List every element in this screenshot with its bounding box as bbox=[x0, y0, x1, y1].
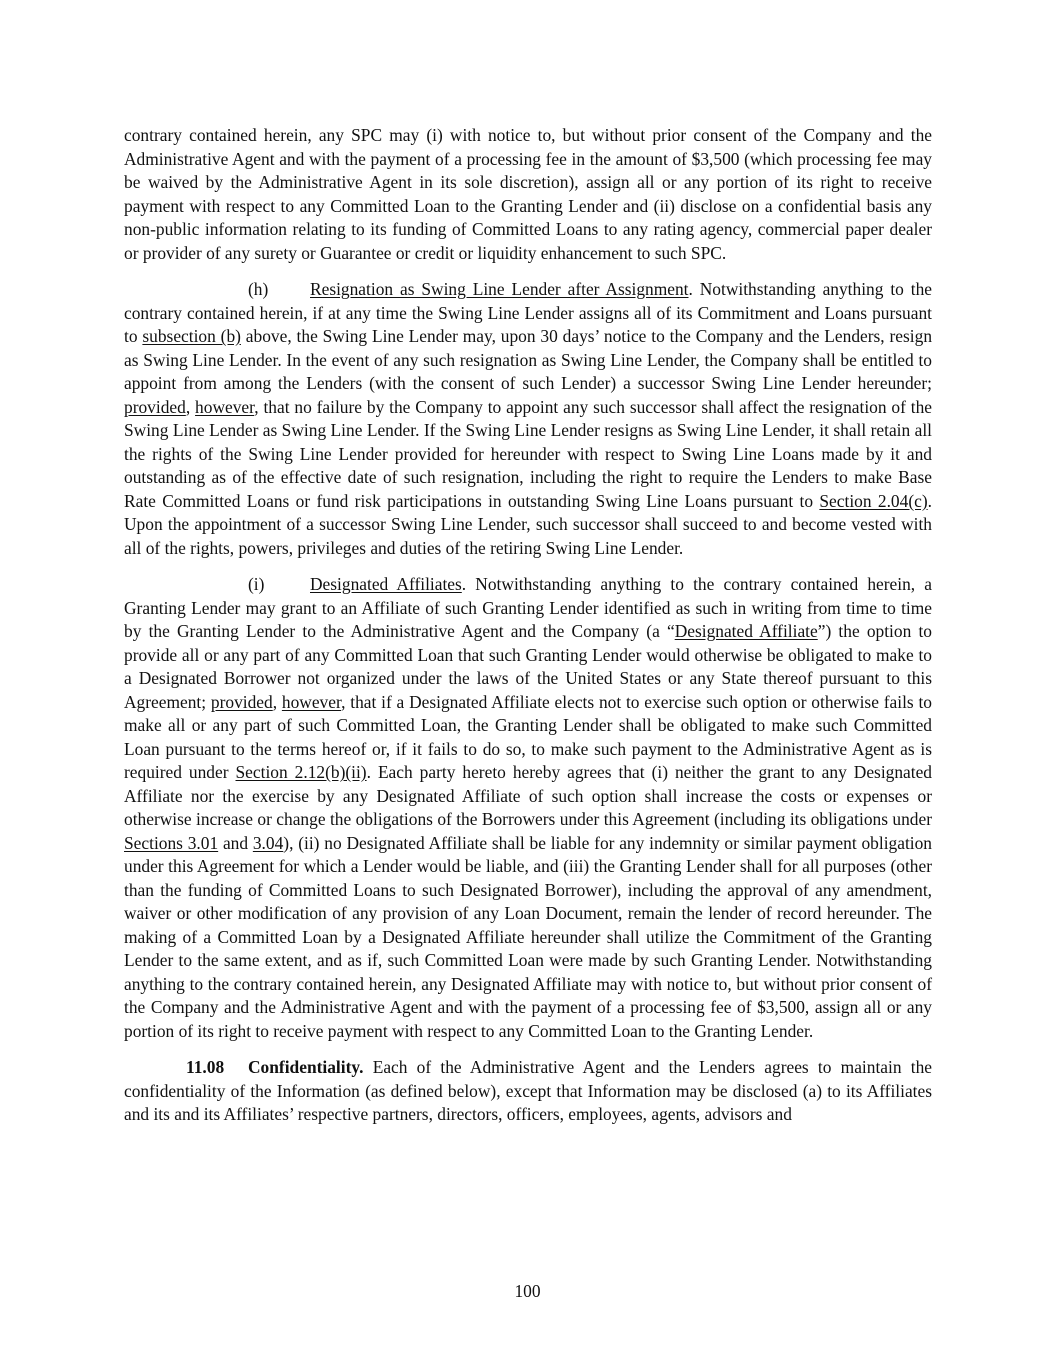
cross-reference-section-2-12bii: Section 2.12(b)(ii) bbox=[235, 762, 367, 782]
paragraph-i-designated-affiliates bbox=[124, 573, 932, 1043]
page-number: 100 bbox=[514, 1281, 541, 1301]
section-text: Each of the Administrative Agent and the Lenders agrees to maintain the confidentiality of the Information (as defined below), except that Information may be disclosed (a) to its Affiliates and its and its Affiliates’ respective partners, directors, officers, employees, agents, advisors and bbox=[124, 1057, 932, 1124]
paragraph-text: contrary contained herein, any SPC may (i) with notice to, but without prior consent of the Company and the Administrative Agent and with the payment of a processing fee in the amount of $3,500 (which processing fee may be waived by the Administrative Agent in its sole discretion), assign all or any portion of its right to receive payment with respect to any Committed Loan to the Granting Lender and (ii) disclose on a confidential basis any non-public information relating to its funding of Committed Loans to any rating agency, commercial paper dealer or provider of any surety or Guarantee or credit or liquidity enhancement to such SPC. bbox=[124, 125, 932, 263]
clause-text: ”) the option to provide all or any part of any Committed Loan that such Granting Lender would otherwise be obligated to make to a Designated Borrower not organized under the laws of the United States or any State thereof pursuant to this Agreement; bbox=[124, 621, 932, 712]
section-number: 11.08 bbox=[186, 1057, 225, 1077]
clause-text: , bbox=[185, 396, 196, 417]
clause-text: and bbox=[218, 832, 253, 853]
paragraph-carryover bbox=[124, 124, 932, 265]
clause-label-i: (i) bbox=[248, 574, 265, 594]
clause-text: above, the Swing Line Lender may, upon 30 days’ notice to the Company and the Lenders, resign as Swing Line Lender. In the event of any such resignation as Swing Line Lender, the Company shall be entitled to appoint from among the Lenders (with the consent of such Lender) a successor Swing Line Lender hereunder; bbox=[124, 326, 933, 393]
however-term: however bbox=[195, 396, 255, 417]
defined-term-designated-affiliate: Designated Affiliate bbox=[674, 621, 818, 641]
clause-text: . Notwithstanding anything to the contrary contained herein, if at any time the Swing Line Lender assigns all of its Commitment and Loans pursuant to bbox=[124, 279, 932, 346]
clause-text: , that no failure by the Company to appoint any such successor shall affect the resignation of the Swing Line Lender as Swing Line Lender. If the Swing Line Lender resigns as Swing Line Lender, it shall retain all the rights of the Swing Line Lender provided for hereunder with respect to Swing Line Loans made by it and outstanding as of the effective date of such resignation, including the right to require the Lenders to make Base Rate Committed Loans or fund risk participations in outstanding Swing Line Loans pursuant to bbox=[124, 396, 932, 511]
clause-text: , that if a Designated Affiliate elects not to exercise such option or otherwise fails to make all or any part of such Committed Loan, the Granting Lender shall be obligated to make such Committed Loan pursuant to the terms hereof or, if it fails to do so, to make such payment to the Administrative Agent as is required under bbox=[124, 691, 933, 782]
cross-reference-section-2-04c: Section 2.04(c) bbox=[819, 490, 928, 511]
clause-label-h: (h) bbox=[248, 279, 269, 299]
clause-heading-h: Resignation as Swing Line Lender after Assignment bbox=[310, 279, 689, 299]
clause-text: , bbox=[272, 691, 282, 712]
clause-text: ), (ii) no Designated Affiliate shall be liable for any indemnity or similar payment obligation under this Agreement for which a Lender would be liable, and (iii) the Granting Lender shall for all purposes (other than the funding of Committed Loans to such Designated Borrower), including the approval of any amendment, waiver or other modification of any provision of any Loan Document, remain the lender of record hereunder. The making of a Committed Loan by a Designated Affiliate hereunder shall utilize the Commitment of the Granting Lender to the same extent, and as if, such Committed Loan were made by such Granting Lender. Notwithstanding anything to the contrary contained herein, any Designated Affiliate may with notice to, but without prior consent of the Company and the Administrative Agent and with the payment of a processing fee of $3,500, assign all or any portion of its right to receive payment with respect to any Committed Loan to the Granting Lender. bbox=[124, 832, 932, 1041]
paragraph-h-swing-line-resignation bbox=[124, 278, 932, 560]
provided-term: provided bbox=[210, 691, 273, 712]
clause-heading-i: Designated Affiliates bbox=[310, 574, 462, 594]
cross-reference-sections-3-01: Sections 3.01 bbox=[124, 832, 219, 853]
document-page bbox=[124, 124, 932, 1140]
cross-reference-3-04: 3.04 bbox=[252, 832, 284, 853]
however-term: however bbox=[281, 691, 342, 712]
provided-term: provided bbox=[124, 396, 186, 417]
clause-text: . Each party hereto hereby agrees that (i) neither the grant to any Designated Affiliate nor the exercise by any Designated Affiliate of such option shall increase the costs or expenses or otherwise increase or change the obligations of the Borrowers under this Agreement (including its obligations under bbox=[124, 762, 933, 829]
cross-reference-subsection-b: subsection (b) bbox=[142, 326, 241, 346]
section-11-08-confidentiality bbox=[124, 1056, 932, 1127]
clause-text: . Upon the appointment of a successor Swing Line Lender, such successor shall succeed to and become vested with all of the rights, powers, privileges and duties of the retiring Swing Line Lender. bbox=[124, 490, 932, 558]
section-heading: Confidentiality. bbox=[248, 1057, 364, 1077]
clause-text: . Notwithstanding anything to the contrary contained herein, a Granting Lender may grant to an Affiliate of such Granting Lender identified as such in writing from time to time by the Granting Lender to the Administrative Agent and the Company (a “ bbox=[124, 574, 932, 641]
